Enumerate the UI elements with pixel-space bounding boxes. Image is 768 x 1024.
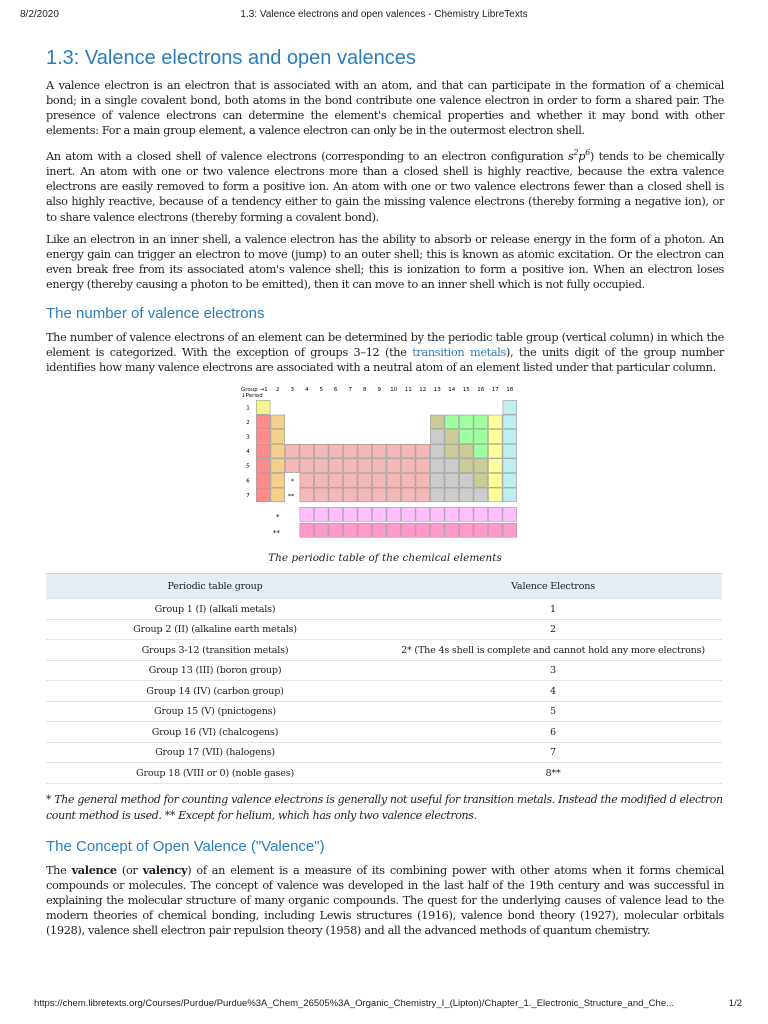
element-cell <box>459 474 473 488</box>
valence-cell: 4 <box>384 681 722 702</box>
element-cell <box>285 459 299 473</box>
element-cell <box>445 430 459 444</box>
print-header <box>0 0 768 26</box>
element-cell <box>358 524 372 538</box>
element-cell <box>459 459 473 473</box>
table-header-row <box>46 574 722 599</box>
element-cell <box>474 430 488 444</box>
element-cell <box>271 430 285 444</box>
element-cell <box>459 508 473 522</box>
valence-paragraph-or: (or <box>116 863 143 877</box>
element-cell <box>430 508 444 522</box>
element-cell <box>401 488 415 502</box>
config-s-superscript: 2 <box>573 148 579 158</box>
group-cell: Group 17 (VII) (halogens) <box>46 742 384 763</box>
element-cell <box>358 508 372 522</box>
group-cell: Group 13 (III) (boron group) <box>46 660 384 681</box>
element-cell <box>387 508 401 522</box>
element-cell <box>416 444 430 458</box>
intro-paragraph-2-end: ) tends to be chemically inert. An atom with one or two valence electrons more than a closed shell is highly reactive, because the extra valence electrons are easily removed to form a positive ion. An atom with one or two valence electrons fewer than a closed shell is also highly reactive, because of a tendency either to gain the missing valence electrons (thereby forming a negative ion), or to share valence electrons (thereby forming a covalent bond). <box>46 150 724 224</box>
element-cell <box>256 430 270 444</box>
group-number: 8 <box>363 387 367 394</box>
element-cell <box>300 488 314 502</box>
element-cell <box>401 508 415 522</box>
element-cell <box>459 444 473 458</box>
element-cell <box>300 524 314 538</box>
element-cell <box>503 415 517 429</box>
group-number: 4 <box>305 387 309 394</box>
intro-paragraph-2-start: An atom with a closed shell of valence electrons (corresponding to an electron configuration <box>46 150 569 164</box>
element-cell <box>314 474 328 488</box>
element-cell <box>474 474 488 488</box>
column-header-group: Periodic table group <box>46 574 384 599</box>
group-number: 18 <box>506 387 514 394</box>
group-number: 12 <box>419 387 427 394</box>
element-cell <box>488 474 502 488</box>
number-paragraph-end: ), the units digit of the group number identifies how many valence electrons are associated with a neutral atom of an element listed under that particular column. <box>46 346 724 375</box>
element-cell <box>474 488 488 502</box>
group-cell: Group 15 (V) (pnictogens) <box>46 701 384 722</box>
number-paragraph <box>46 330 724 375</box>
valence-cell: 7 <box>384 742 722 763</box>
element-cell <box>387 488 401 502</box>
element-cell <box>300 444 314 458</box>
element-cell <box>474 415 488 429</box>
table-row <box>46 701 722 722</box>
group-number: 11 <box>404 387 412 394</box>
element-cell <box>387 524 401 538</box>
valence-cell: 5 <box>384 701 722 722</box>
element-cell <box>430 415 444 429</box>
figure-caption: The periodic table of the chemical elements <box>268 552 502 565</box>
period-axis-label: ↓Period <box>241 393 263 400</box>
element-cell <box>358 474 372 488</box>
element-cell <box>401 524 415 538</box>
element-cell <box>445 415 459 429</box>
element-cell <box>459 415 473 429</box>
element-cell <box>459 524 473 538</box>
element-cell <box>488 488 502 502</box>
element-cell <box>488 415 502 429</box>
element-cell <box>430 459 444 473</box>
element-cell <box>503 401 517 415</box>
lanthanide-marker: * <box>276 513 280 522</box>
table-footnote: * The general method for counting valence electrons is generally not useful for transition metals. Instead the modified d electron count method is used. ** Except for helium, which has only two valence electrons. <box>46 792 723 823</box>
element-cell <box>314 459 328 473</box>
element-cell <box>503 524 517 538</box>
transition-metals-link[interactable]: transition metals <box>412 346 506 360</box>
page-title: 1.3: Valence electrons and open valences <box>46 47 416 69</box>
term-valence: valence <box>71 862 117 877</box>
element-cell <box>416 474 430 488</box>
section-heading-open-valence: The Concept of Open Valence ("Valence") <box>46 837 325 855</box>
table-row <box>46 599 722 620</box>
element-cell <box>271 444 285 458</box>
element-cell <box>430 488 444 502</box>
element-cell <box>329 474 343 488</box>
intro-paragraph-1: A valence electron is an electron that is associated with an atom, and that can participate in the formation of a chemical bond; in a single covalent bond, both atoms in the bond contribute one valence electron in order to form a shared pair. The presence of valence electrons can determine the element's chemical properties and whether it may bond with other elements: For a main group element, a valence electron can only be in the outermost electron shell. <box>46 79 724 138</box>
group-number: 10 <box>390 387 398 394</box>
table-row <box>46 640 722 661</box>
element-cell <box>503 444 517 458</box>
element-cell <box>459 488 473 502</box>
element-cell <box>445 508 459 522</box>
element-cell <box>358 459 372 473</box>
print-document-title: 1.3: Valence electrons and open valences - Chemistry LibreTexts <box>240 9 528 20</box>
element-cell <box>329 444 343 458</box>
valence-cell: 2 <box>384 619 722 640</box>
valence-cell: 3 <box>384 660 722 681</box>
element-cell <box>271 459 285 473</box>
element-cell <box>430 444 444 458</box>
element-cell <box>416 524 430 538</box>
element-cell <box>445 444 459 458</box>
element-cell <box>372 444 386 458</box>
group-number: 5 <box>319 387 323 394</box>
intro-paragraph-2 <box>46 145 724 224</box>
element-cell <box>343 474 357 488</box>
element-cell <box>488 524 502 538</box>
element-cell <box>343 524 357 538</box>
element-cell <box>300 508 314 522</box>
column-header-valence: Valence Electrons <box>384 574 722 599</box>
element-cell <box>430 430 444 444</box>
intro-paragraph-3: Like an electron in an inner shell, a valence electron has the ability to absorb or release energy in the form of a photon. An energy gain can trigger an electron to move (jump) to an outer shell; this is known as atomic excitation. Or the electron can even break free from its associated atom's valence shell; this is ionization to form a positive ion. When an electron loses energy (thereby causing a photon to be emitted), then it can move to an inner shell which is not fully occupied. <box>46 232 724 291</box>
group-cell: Group 2 (II) (alkaline earth metals) <box>46 619 384 640</box>
periodic-table-image <box>240 382 530 550</box>
element-cell <box>256 474 270 488</box>
element-cell <box>271 415 285 429</box>
valence-paragraph <box>46 863 724 938</box>
element-cell <box>343 444 357 458</box>
group-number: 9 <box>377 387 381 394</box>
group-number: 2 <box>276 387 280 394</box>
element-cell <box>488 459 502 473</box>
element-cell <box>314 524 328 538</box>
period-number: 5 <box>246 463 250 470</box>
element-cell <box>329 488 343 502</box>
element-cell <box>329 459 343 473</box>
element-cell <box>256 401 270 415</box>
table-row <box>46 763 722 784</box>
element-cell <box>372 459 386 473</box>
period-number: 3 <box>246 434 250 441</box>
period-number: 7 <box>246 493 250 500</box>
element-cell <box>445 524 459 538</box>
element-cell <box>445 488 459 502</box>
group-number: 14 <box>448 387 456 394</box>
article-content <box>46 40 724 945</box>
element-cell <box>503 474 517 488</box>
element-cell <box>387 474 401 488</box>
element-cell <box>445 459 459 473</box>
table-row <box>46 742 722 763</box>
element-cell <box>271 474 285 488</box>
group-number: 16 <box>477 387 485 394</box>
group-cell: Group 14 (IV) (carbon group) <box>46 681 384 702</box>
element-cell <box>300 474 314 488</box>
element-cell <box>430 524 444 538</box>
table-row <box>46 681 722 702</box>
element-cell <box>285 444 299 458</box>
element-cell <box>488 430 502 444</box>
element-cell <box>358 444 372 458</box>
element-cell <box>416 488 430 502</box>
element-cell <box>271 488 285 502</box>
element-cell <box>343 488 357 502</box>
table-row <box>46 619 722 640</box>
group-number: 6 <box>334 387 338 394</box>
group-number: 3 <box>290 387 294 394</box>
element-cell <box>372 508 386 522</box>
group-number: 17 <box>491 387 499 394</box>
group-axis-label: Group →1 <box>241 387 268 394</box>
element-cell <box>372 524 386 538</box>
element-cell <box>256 488 270 502</box>
element-cell <box>314 488 328 502</box>
element-cell <box>256 415 270 429</box>
element-cell <box>416 459 430 473</box>
element-cell <box>358 488 372 502</box>
element-cell <box>256 444 270 458</box>
page-number: 1/2 <box>728 998 742 1009</box>
element-cell <box>474 508 488 522</box>
page-url: https://chem.libretexts.org/Courses/Purdue/Purdue%3A_Chem_26505%3A_Organic_Chemistry_I_(Lipton)/Chapter_1._Electronic_Structure_and_Che... <box>34 998 675 1009</box>
valence-electrons-table <box>46 573 722 784</box>
valence-cell: 6 <box>384 722 722 743</box>
element-cell <box>488 444 502 458</box>
valence-paragraph-the: The <box>46 863 72 877</box>
valence-paragraph-rest: ) of an element is a measure of its combining power with other atoms when it forms chemical compounds or molecules. The concept of valence was developed in the last half of the 19th century and was successful in explaining the molecular structure of many organic compounds. The quest for the underlying causes of valence lead to the modern theories of chemical bonding, including Lewis structures (1916), valence bond theory (1927), molecular orbitals (1928), valence shell electron pair repulsion theory (1958) and all the advanced methods of quantum chemistry. <box>46 863 724 938</box>
element-cell <box>430 474 444 488</box>
group-cell: Group 16 (VI) (chalcogens) <box>46 722 384 743</box>
period-number: 4 <box>246 449 250 456</box>
element-cell <box>314 508 328 522</box>
group-cell: Group 18 (VIII or 0) (noble gases) <box>46 763 384 784</box>
section-heading-number-of-valence-electrons: The number of valence electrons <box>46 304 265 322</box>
period-number: 1 <box>246 405 250 412</box>
period-number: 6 <box>246 478 250 485</box>
element-cell <box>256 459 270 473</box>
valence-cell: 2* (The 4s shell is complete and cannot hold any more electrons) <box>384 640 722 661</box>
element-cell <box>503 488 517 502</box>
config-p: p <box>578 150 586 164</box>
element-cell <box>314 444 328 458</box>
element-cell <box>372 474 386 488</box>
element-cell <box>445 474 459 488</box>
table-row <box>46 660 722 681</box>
element-cell <box>459 430 473 444</box>
element-cell <box>300 459 314 473</box>
table-row <box>46 722 722 743</box>
element-cell <box>474 444 488 458</box>
element-cell <box>401 459 415 473</box>
valence-cell: 8** <box>384 763 722 784</box>
group-number: 13 <box>433 387 441 394</box>
group-number: 15 <box>462 387 470 394</box>
element-cell <box>372 488 386 502</box>
group-cell: Group 1 (I) (alkali metals) <box>46 599 384 620</box>
element-cell <box>401 444 415 458</box>
element-cell <box>343 508 357 522</box>
element-cell <box>343 459 357 473</box>
element-cell <box>474 524 488 538</box>
lanthanide-placeholder: * <box>291 478 294 486</box>
element-cell <box>503 459 517 473</box>
element-cell <box>387 459 401 473</box>
actinide-marker: ** <box>273 529 280 538</box>
element-cell <box>329 508 343 522</box>
element-cell <box>329 524 343 538</box>
config-s: s <box>568 150 574 164</box>
print-footer <box>0 994 768 1014</box>
valence-cell: 1 <box>384 599 722 620</box>
actinide-placeholder: ** <box>288 493 294 501</box>
element-cell <box>488 508 502 522</box>
term-valency: valency <box>142 862 188 877</box>
element-cell <box>503 508 517 522</box>
element-cell <box>474 459 488 473</box>
config-p-superscript: 6 <box>585 148 590 158</box>
group-number: 7 <box>348 387 352 394</box>
print-date: 8/2/2020 <box>20 9 59 20</box>
period-number: 2 <box>246 420 250 427</box>
element-cell <box>416 508 430 522</box>
number-paragraph-start: The number of valence electrons of an element can be determined by the periodic table group (vertical column) in which the element is categorized. With the exception of groups 3–12 (the <box>46 330 724 360</box>
element-cell <box>401 474 415 488</box>
element-cell <box>387 444 401 458</box>
periodic-table-figure <box>46 382 724 564</box>
element-cell <box>503 430 517 444</box>
group-cell: Groups 3-12 (transition metals) <box>46 640 384 661</box>
